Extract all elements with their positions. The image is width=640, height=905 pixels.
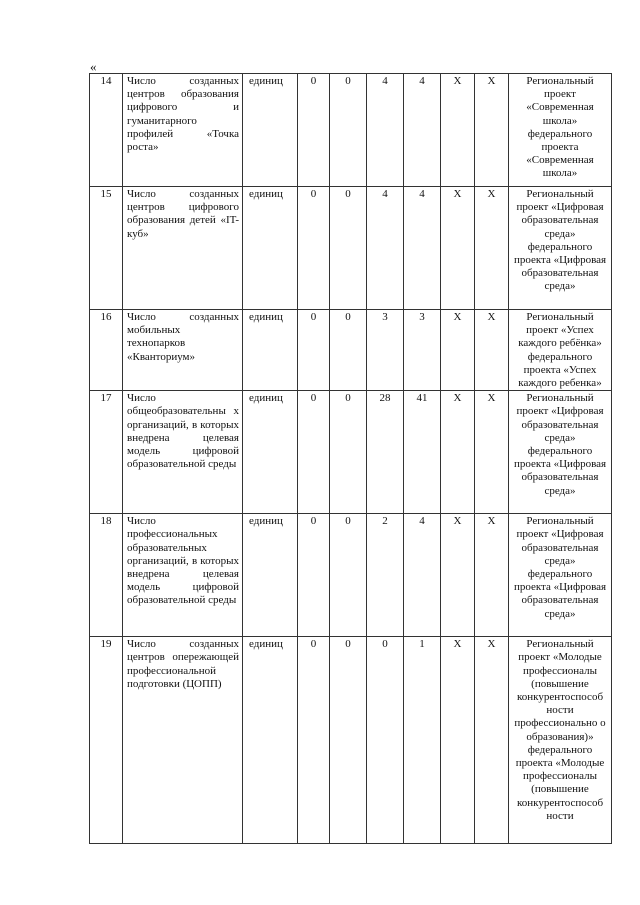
value-cell: 4 (367, 74, 404, 187)
value-cell: 0 (330, 187, 367, 310)
indicator-name-cell: Число созданных центров цифрового образования детей «IT-куб» (123, 187, 243, 310)
value-cell: 3 (404, 310, 441, 391)
table-row (90, 514, 612, 637)
unit-cell: единиц (243, 74, 298, 187)
unit-cell: единиц (243, 637, 298, 844)
value-cell: 0 (298, 514, 330, 637)
project-cell: Региональный проект «Молодые профессионалы (повышение конкурентоспособ ности профессионально о образования)» федерального проекта «Молодые профессионалы (повышение конкурентоспособ ности (509, 637, 612, 844)
unit-cell: единиц (243, 187, 298, 310)
value-cell: 0 (298, 187, 330, 310)
value-cell: Х (475, 391, 509, 514)
table-row (90, 637, 612, 844)
opening-quote-mark: « (90, 59, 97, 74)
project-cell: Региональный проект «Современная школа» федерального проекта «Современная школа» (509, 74, 612, 187)
indicator-name-cell: Число общеобразовательны х организаций, в которых внедрена целевая модель цифровой образовательной среды (123, 391, 243, 514)
value-cell: Х (441, 637, 475, 844)
value-cell: 0 (298, 637, 330, 844)
table-row (90, 187, 612, 310)
project-cell: Региональный проект «Цифровая образовательная среда» федерального проекта «Цифровая образовательная среда» (509, 187, 612, 310)
value-cell: Х (441, 391, 475, 514)
value-cell: 4 (404, 187, 441, 310)
value-cell: Х (475, 637, 509, 844)
value-cell: Х (441, 310, 475, 391)
value-cell: Х (475, 514, 509, 637)
value-cell: Х (441, 74, 475, 187)
indicator-name-cell: Число созданных центров образования цифрового и гуманитарного профилей «Точка роста» (123, 74, 243, 187)
value-cell: 41 (404, 391, 441, 514)
value-cell: 0 (330, 310, 367, 391)
indicator-name-cell: Число профессиональных образовательных организаций, в которых внедрена целевая модель цифровой образовательной среды (123, 514, 243, 637)
value-cell: 4 (404, 74, 441, 187)
value-cell: 28 (367, 391, 404, 514)
table-row (90, 74, 612, 187)
value-cell: 4 (404, 514, 441, 637)
value-cell: 0 (298, 74, 330, 187)
row-number-cell: 17 (90, 391, 123, 514)
indicator-name-cell: Число созданных центров опережающей профессиональной подготовки (ЦОПП) (123, 637, 243, 844)
value-cell: Х (475, 74, 509, 187)
unit-cell: единиц (243, 514, 298, 637)
project-cell: Региональный проект «Цифровая образовательная среда» федерального проекта «Цифровая образовательная среда» (509, 391, 612, 514)
value-cell: Х (441, 514, 475, 637)
row-number-cell: 19 (90, 637, 123, 844)
value-cell: 2 (367, 514, 404, 637)
project-cell: Региональный проект «Успех каждого ребёнка» федерального проекта «Успех каждого ребенка» (509, 310, 612, 391)
row-number-cell: 16 (90, 310, 123, 391)
unit-cell: единиц (243, 310, 298, 391)
value-cell: Х (475, 187, 509, 310)
value-cell: 0 (298, 310, 330, 391)
project-cell: Региональный проект «Цифровая образовательная среда» федерального проекта «Цифровая образовательная среда» (509, 514, 612, 637)
value-cell: 4 (367, 187, 404, 310)
value-cell: 0 (298, 391, 330, 514)
value-cell: 1 (404, 637, 441, 844)
value-cell: Х (441, 187, 475, 310)
value-cell: 0 (367, 637, 404, 844)
unit-cell: единиц (243, 391, 298, 514)
value-cell: 0 (330, 637, 367, 844)
value-cell: 0 (330, 74, 367, 187)
indicators-table (89, 73, 612, 844)
table-row (90, 310, 612, 391)
row-number-cell: 15 (90, 187, 123, 310)
value-cell: Х (475, 310, 509, 391)
table-row (90, 391, 612, 514)
indicator-name-cell: Число созданных мобильных технопарков «Кванториум» (123, 310, 243, 391)
value-cell: 3 (367, 310, 404, 391)
value-cell: 0 (330, 391, 367, 514)
value-cell: 0 (330, 514, 367, 637)
row-number-cell: 14 (90, 74, 123, 187)
row-number-cell: 18 (90, 514, 123, 637)
